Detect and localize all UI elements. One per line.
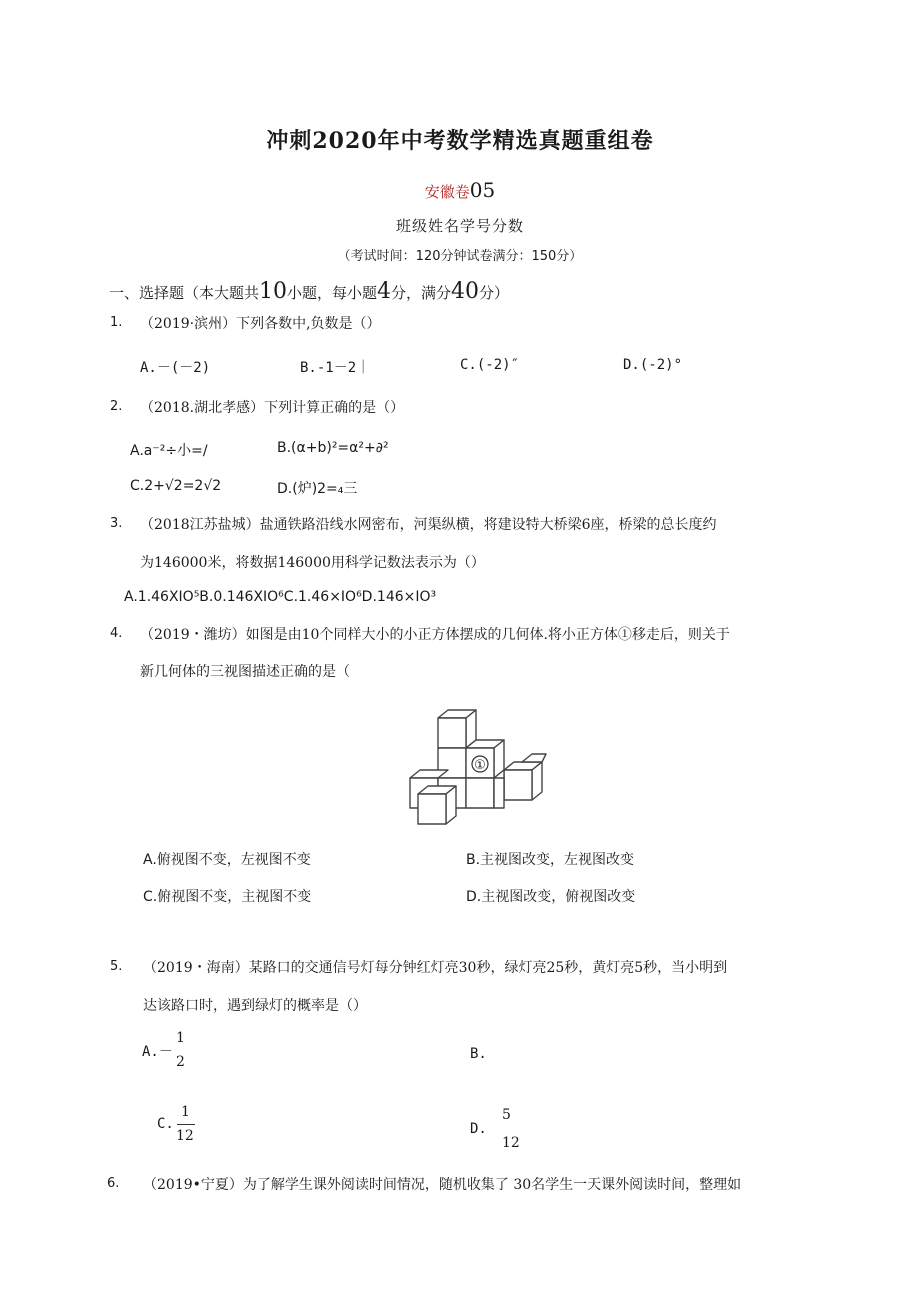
q1-option-a: A.－(－2) — [140, 360, 211, 376]
q4-number: 4. — [110, 626, 123, 641]
q1-stem: （2019·滨州）下列各数中,负数是（） — [140, 316, 381, 332]
subtitle-region: 安徽卷 — [424, 183, 470, 201]
q4-option-b: B.主视图改变，左视图改变 — [466, 852, 635, 868]
subtitle-number: 05 — [469, 178, 496, 202]
q3-stem-line1: （2018江苏盐城）盐通铁路沿线水网密布，河渠纵横，将建设特大桥梁6座，桥梁的总长度约 — [140, 517, 717, 533]
q5-option-c-numerator: 1 — [181, 1104, 190, 1120]
q1-option-d: D.(-2)° — [623, 357, 683, 373]
q1-option-b: B.-1－2｜ — [300, 360, 371, 376]
q5-option-c-fraction-bar — [177, 1124, 195, 1125]
q4-option-d: D.主视图改变，俯视图改变 — [466, 889, 636, 905]
q5-option-d-denominator: 12 — [502, 1135, 520, 1151]
q5-stem-line2: 达该路口时，遇到绿灯的概率是（） — [143, 998, 367, 1014]
q6-stem: （2019•宁夏）为了解学生课外阅读时间情况，随机收集了 30名学生一天课外阅读时间，整理如 — [143, 1177, 742, 1193]
q2-option-a: A.a⁻²÷小=/ — [130, 443, 208, 459]
q3-number: 3. — [110, 516, 123, 531]
q2-option-c: C.2+√2=2√2 — [130, 478, 222, 494]
q4-stem-line1: （2019・潍坊）如图是由10个同样大小的小正方体摆成的几何体.将小正方体①移走后，则关于 — [140, 627, 730, 643]
q5-option-b: B. — [470, 1046, 487, 1062]
q3-stem-line2: 为146000米，将数据146000用科学记数法表示为（） — [140, 555, 485, 571]
q2-option-d: D.(炉)2=₄三 — [277, 481, 358, 497]
q5-option-c-prefix: C. — [157, 1116, 174, 1132]
q2-option-b: B.(α+b)²=α²+∂² — [277, 440, 389, 456]
paper-subtitle — [0, 178, 920, 202]
student-info-line: 班级姓名学号分数 — [395, 217, 524, 235]
cube-figure — [404, 708, 552, 830]
q5-stem-line1: （2019・海南）某路口的交通信号灯每分钟红灯亮30秒，绿灯亮25秒，黄灯亮5秒，当小明到 — [143, 960, 728, 976]
q4-stem-line2: 新几何体的三视图描述正确的是（ — [140, 664, 350, 680]
page-title: 冲刺2020年中考数学精选真题重组卷 — [266, 128, 654, 154]
q5-option-a-denominator: 2 — [176, 1054, 185, 1070]
section-heading: 一、选择题（本大题共10小题，每小题4分，满分40分） — [109, 279, 510, 304]
exam-info: （考试时间：120分钟试卷满分：150分） — [337, 249, 583, 264]
q5-option-d-numerator: 5 — [502, 1107, 511, 1123]
q3-options: A.1.46XIO⁵B.0.146XIO⁶C.1.46×IO⁶D.146×IO³ — [124, 589, 437, 605]
q4-option-a: A.俯视图不变，左视图不变 — [143, 852, 311, 868]
q2-stem: （2018.湖北孝感）下列计算正确的是（） — [140, 400, 405, 416]
q1-option-c: C.(-2)″ — [460, 357, 520, 373]
q5-option-d-prefix: D. — [470, 1121, 487, 1137]
q5-number: 5. — [110, 959, 123, 974]
q1-number: 1. — [110, 315, 123, 330]
q6-number: 6. — [107, 1176, 120, 1191]
q5-option-c-denominator: 12 — [176, 1128, 194, 1144]
q4-option-c: C.俯视图不变，主视图不变 — [143, 889, 312, 905]
q2-number: 2. — [110, 399, 123, 414]
q5-option-a-prefix: A.－ — [142, 1044, 173, 1060]
q5-option-a-numerator: 1 — [176, 1030, 185, 1046]
cube-label: ① — [474, 758, 486, 773]
